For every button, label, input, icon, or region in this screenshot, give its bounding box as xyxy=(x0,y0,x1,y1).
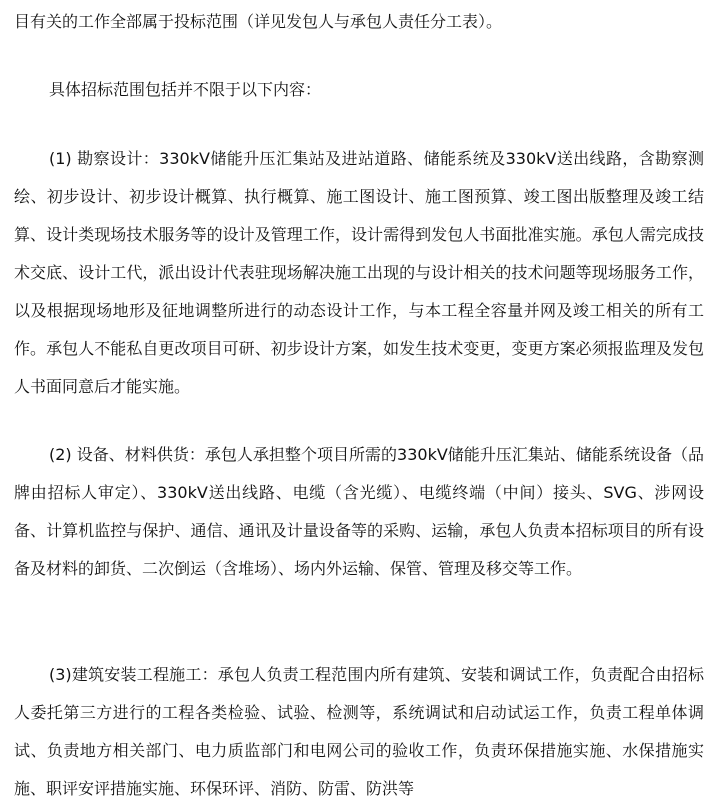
paragraph-construction-installation: (3)建筑安装工程施工：承包人负责工程范围内所有建筑、安装和调试工作，负责配合由招标人委托第三方进行的工程各类检验、试验、检测等，系统调试和启动试运工作，负责工程单体调试、负责地方相关部门、电力质监部门和电网公司的验收工作，负责环保措施实施、水保措施实施、职评安评措施实施、环保环评、消防、防雷、防洪等 xyxy=(14,665,704,798)
paragraph-survey-design: (1) 勘察设计：330kV储能升压汇集站及进站道路、储能系统及330kV送出线路，含勘察测绘、初步设计、初步设计概算、执行概算、施工图设计、施工图预算、竣工图出版整理及竣工结算、设计类现场技术服务等的设计及管理工作，设计需得到发包人书面批准实施。承包人需完成技术交底、设计工代，派出设计代表驻现场解决施工出现的与设计相关的技术问题等现场服务工作，以及根据现场地形及征地调整所进行的动态设计工作，与本工程全容量并网及竣工相关的所有工作。承包人不能私自更改项目可研、初步设计方案，如发生技术变更，变更方案必须报监理及发包人书面同意后才能实施。 xyxy=(14,149,704,396)
paragraph-scope-intro: 目有关的工作全部属于投标范围（详见发包人与承包人责任分工表）。 xyxy=(14,12,503,31)
paragraph-equipment-supply: (2) 设备、材料供货：承包人承担整个项目所需的330kV储能升压汇集站、储能系统设备（品牌由招标人审定）、330kV送出线路、电缆（含光缆）、电缆终端（中间）接头、SVG、涉网设备、计算机监控与保护、通信、通讯及计量设备等的采购、运输，承包人负责本招标项目的所有设备及材料的卸货、二次倒运（含堆场）、场内外运输、保管、管理及移交等工作。 xyxy=(14,445,704,578)
paragraph-scope-heading: 具体招标范围包括并不限于以下内容： xyxy=(49,80,322,99)
